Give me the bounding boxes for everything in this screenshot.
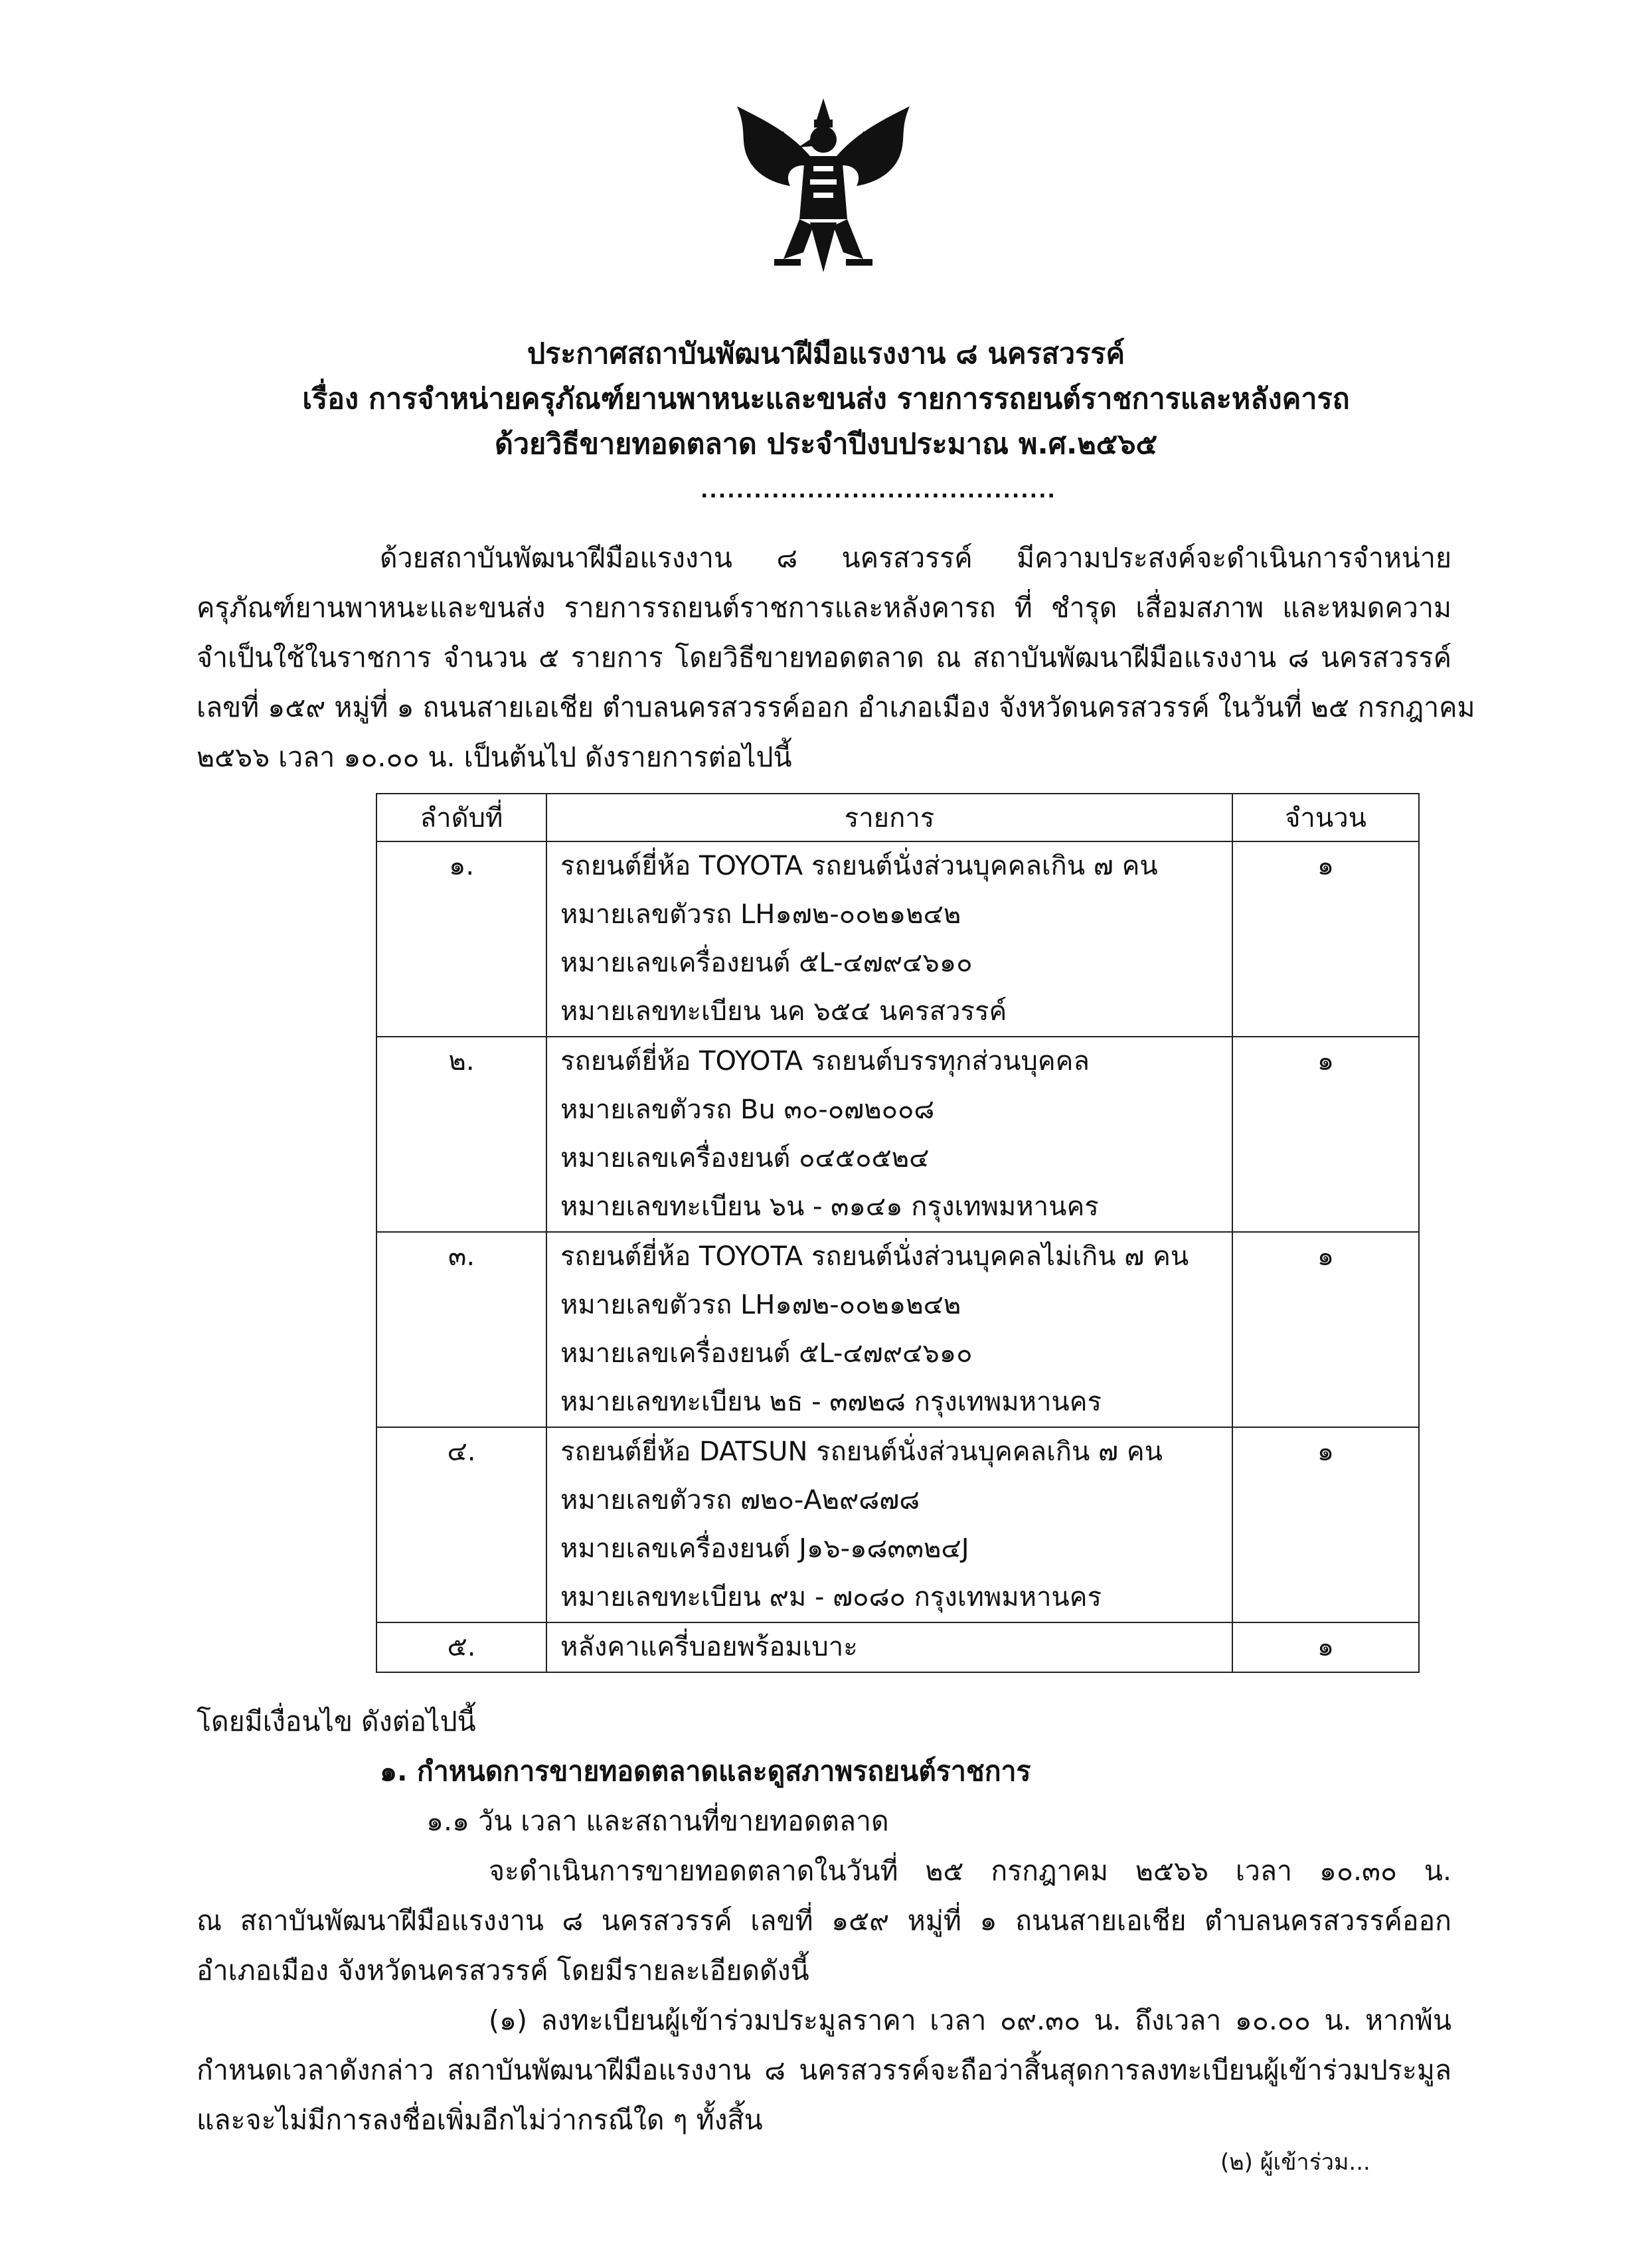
row-item-line: หมายเลขทะเบียน ๖น - ๓๑๔๑ กรุงเทพมหานคร <box>560 1191 1099 1222</box>
row-item-line: หมายเลขทะเบียน ๙ม - ๗๐๘๐ กรุงเทพมหานคร <box>560 1582 1102 1612</box>
row-item-line: หมายเลขทะเบียน ๒ธ - ๓๗๒๘ กรุงเทพมหานคร <box>560 1387 1102 1417</box>
garuda-emblem-icon <box>717 93 930 286</box>
row-item-line: รถยนต์ยี่ห้อ TOYOTA รถยนต์บรรทุกส่วนบุคคล <box>560 1046 1090 1077</box>
row-qty: ๑ <box>1317 1046 1335 1077</box>
header-qty: จำนวน <box>1232 794 1419 841</box>
row-qty: ๑ <box>1317 1436 1335 1467</box>
row-no: ๔. <box>447 1436 476 1467</box>
subsection-1-1-line: อำเภอเมือง จังหวัดนครสวรรค์ โดยมีรายละเอียดดังนี้ <box>197 1955 809 1986</box>
intro-line: ครุภัณฑ์ยานพาหนะและขนส่ง รายการรถยนต์ราชการและหลังคารถ ที่ ชำรุด เสื่อมสภาพ และหมดความ <box>197 592 1451 624</box>
row-no: ๒. <box>448 1046 475 1077</box>
row-item-line: หมายเลขตัวรถ LH๑๗๒-๐๐๒๑๒๔๒ <box>560 899 961 930</box>
intro-line: เลขที่ ๑๕๙ หมู่ที่ ๑ ถนนสายเอเชีย ตำบลนครสวรรค์ออก อำเภอเมือง จังหวัดนครสวรรค์ ในวันที่ ๒๕ กรกฎาคม <box>197 691 1475 723</box>
row-qty: ๑ <box>1317 1241 1335 1272</box>
row-item-line: รถยนต์ยี่ห้อ TOYOTA รถยนต์นั่งส่วนบุคคลไม่เกิน ๗ คน <box>560 1241 1189 1272</box>
table-row <box>376 1427 1419 1622</box>
item-1-line: และจะไม่มีการลงชื่อเพิ่มอีกไม่ว่ากรณีใด ๆ ทั้งสิ้น <box>197 2104 763 2136</box>
row-item-line: หมายเลขเครื่องยนต์ ๕L-๔๗๙๔๖๑๐ <box>560 1338 973 1369</box>
header-item: รายการ <box>546 794 1232 841</box>
table-row <box>376 841 1419 1037</box>
row-item-line: หมายเลขตัวรถ LH๑๗๒-๐๐๒๑๒๔๒ <box>560 1290 961 1320</box>
row-item-line: หมายเลขตัวรถ ๗๒๐-A๒๙๘๗๘ <box>560 1485 920 1516</box>
row-qty: ๑ <box>1317 1632 1335 1662</box>
intro-line: ๒๕๖๖ เวลา ๑๐.๐๐ น. เป็นต้นไป ดังรายการต่อไปนี้ <box>197 741 792 773</box>
title-separator: ........................................ <box>701 479 1056 503</box>
subsection-1-1-title: ๑.๑ วัน เวลา และสถานที่ขายทอดตลาด <box>426 1805 889 1837</box>
subsection-1-1-line: ณ สถาบันพัฒนาฝีมือแรงงาน ๘ นครสวรรค์ เลขที่ ๑๕๙ หมู่ที่ ๑ ถนนสายเอเชีย ตำบลนครสวรรค์ออก <box>197 1905 1451 1937</box>
subsection-1-1-line: จะดำเนินการขายทอดตลาดในวันที่ ๒๕ กรกฎาคม ๒๕๖๖ เวลา ๑๐.๓๐ น. <box>489 1855 1451 1887</box>
table-header-row <box>376 794 1419 841</box>
announcement-method: ด้วยวิธีขายทอดตลาด ประจำปีงบประมาณ พ.ศ.๒๕๖๕ <box>494 428 1158 461</box>
intro-line: จำเป็นใช้ในราชการ จำนวน ๕ รายการ โดยวิธีขายทอดตลาด ณ สถาบันพัฒนาฝีมือแรงงาน ๘ นครสวรรค์ <box>197 642 1451 673</box>
announcement-title: ประกาศสถาบันพัฒนาฝีมือแรงงาน ๘ นครสวรรค์ <box>527 337 1125 371</box>
conditions-intro: โดยมีเงื่อนไข ดังต่อไปนี้ <box>197 1705 476 1737</box>
row-item-line: หมายเลขเครื่องยนต์ J๑๖-๑๘๓๓๒๔J <box>560 1533 969 1564</box>
table-row <box>376 1622 1419 1672</box>
row-no: ๑. <box>448 851 475 881</box>
item-1-line: กำหนดเวลาดังกล่าว สถาบันพัฒนาฝีมือแรงงาน ๘ นครสวรรค์จะถือว่าสิ้นสุดการลงทะเบียนผู้เข้าร่วมประมูล <box>197 2054 1451 2086</box>
row-item-line: หลังคาแครี่บอยพร้อมเบาะ <box>560 1632 858 1662</box>
header-no: ลำดับที่ <box>376 794 546 841</box>
table-row <box>376 1232 1419 1427</box>
row-no: ๕. <box>447 1632 476 1662</box>
intro-line: ด้วยสถาบันพัฒนาฝีมือแรงงาน ๘ นครสวรรค์ มีความประสงค์จะดำเนินการจำหน่าย <box>380 542 1451 574</box>
announcement-subject: เรื่อง การจำหน่ายครุภัณฑ์ยานพาหนะและขนส่ง รายการรถยนต์ราชการและหลังคารถ <box>302 383 1350 416</box>
table-row <box>376 1037 1419 1232</box>
row-item-line: หมายเลขทะเบียน นค ๖๕๔ นครสวรรค์ <box>560 996 1007 1027</box>
row-no: ๓. <box>448 1241 475 1272</box>
row-item-line: หมายเลขเครื่องยนต์ ๐๔๕๐๕๒๔ <box>560 1143 930 1173</box>
row-item-line: หมายเลขตัวรถ Bu ๓๐-๐๗๒๐๐๘ <box>560 1094 935 1125</box>
continued-marker: (๒) ผู้เข้าร่วม... <box>1220 2149 1370 2176</box>
section-1-title: ๑. กำหนดการขายทอดตลาดและดูสภาพรถยนต์ราชการ <box>380 1755 1031 1787</box>
row-qty: ๑ <box>1317 851 1335 881</box>
row-item-line: รถยนต์ยี่ห้อ TOYOTA รถยนต์นั่งส่วนบุคคลเกิน ๗ คน <box>560 851 1158 881</box>
item-1-line: (๑) ลงทะเบียนผู้เข้าร่วมประมูลราคา เวลา ๐๙.๓๐ น. ถึงเวลา ๑๐.๐๐ น. หากพ้น <box>489 2004 1451 2036</box>
items-table <box>376 793 1420 1673</box>
row-item-line: หมายเลขเครื่องยนต์ ๕L-๔๗๙๔๖๑๐ <box>560 948 973 978</box>
row-item-line: รถยนต์ยี่ห้อ DATSUN รถยนต์นั่งส่วนบุคคลเกิน ๗ คน <box>560 1436 1163 1467</box>
